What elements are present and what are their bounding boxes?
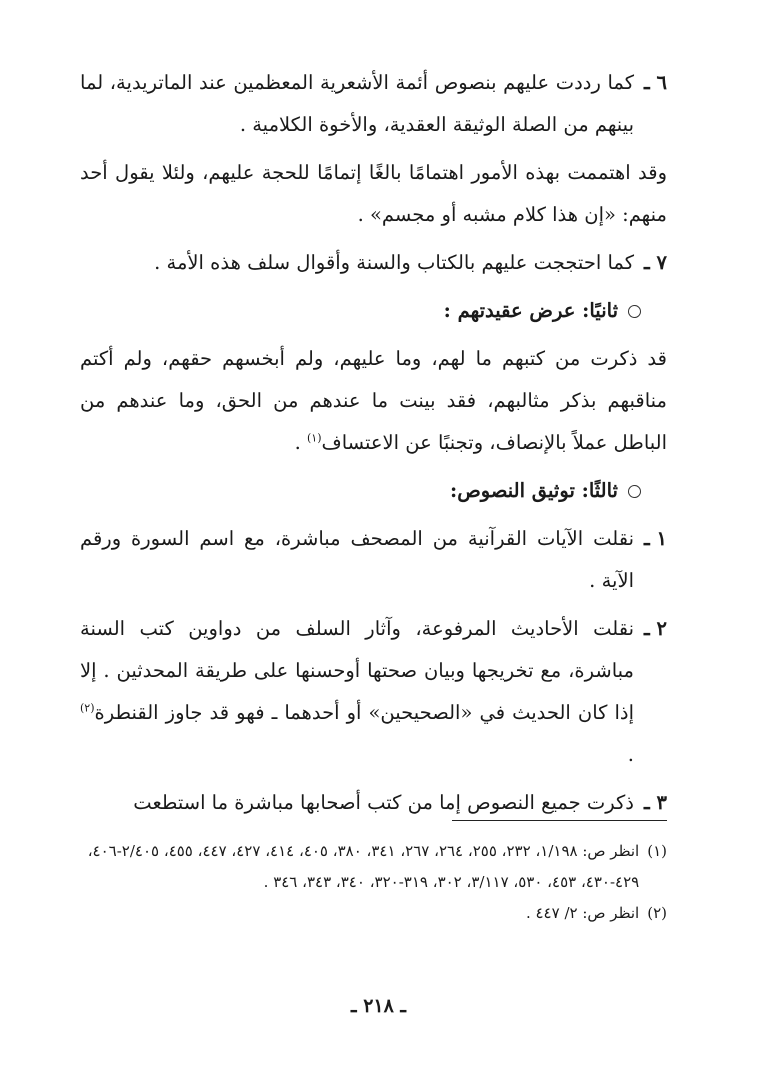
interest-paragraph: وقد اهتممت بهذه الأمور اهتمامًا بالغًا إتمامًا للحجة عليهم، ولئلا يقول أحد منهم: «إن هذا كلام مشبه أو مجسم» .	[80, 161, 667, 226]
item-number: ١ ـ	[644, 527, 667, 550]
section-heading-3	[80, 470, 667, 512]
footnotes	[80, 836, 667, 929]
footnote-1	[80, 836, 667, 898]
footnote-text: انظر ص: ١/١٩٨، ٢٣٢، ٢٥٥، ٢٦٤، ٢٦٧، ٣٤١، ٣٨٠، ٤٠٥، ٤١٤، ٤٢٧، ٤٤٧، ٤٥٥، ٢/٤٠٥-٤٠٦، ٤٢٩-٤٣٠، ٤٥٣، ٥٣٠، ٣/١١٧، ٣٠٢، ٣١٩-٣٢٠، ٣٤٠، ٣٤٣، ٣٤٦ .	[87, 842, 640, 891]
footnote-2	[80, 898, 667, 929]
footnote-text: انظر ص: ٢/ ٤٤٧ .	[525, 904, 640, 922]
point-number: ٧ ـ	[644, 251, 667, 274]
footnote-ref-1: (١)	[306, 431, 322, 445]
footnote-ref-2: (٢)	[80, 701, 95, 715]
main-text	[80, 62, 667, 830]
item-number: ٢ ـ	[644, 617, 667, 640]
paragraph-text: قد ذكرت من كتبهم ما لهم، وما عليهم، ولم أبخسهم حقهم، ولم أكتم مناقبهم بذكر مثالبهم، فقد بينت ما عندهم من الحق، وما عندهم من الباطل عملاً بالإنصاف، وتجنبًا عن الاعتساف	[80, 347, 667, 454]
point-7	[80, 242, 667, 284]
footnote-divider	[452, 820, 667, 821]
item-number: ٣ ـ	[644, 791, 667, 814]
circle-bullet-icon	[628, 305, 641, 318]
page-number: ـ ٢١٨ ـ	[351, 995, 406, 1017]
circle-bullet-icon	[628, 485, 641, 498]
heading-text: ثانيًا: عرض عقيدتهم :	[443, 299, 618, 322]
point-text: كما احتججت عليهم بالكتاب والسنة وأقوال سلف هذه الأمة .	[154, 251, 634, 274]
item-text: ذكرت جميع النصوص إما من كتب أصحابها مباشرة ما استطعت	[133, 791, 634, 814]
item-text-wrap	[80, 608, 634, 776]
item-1	[80, 518, 667, 602]
section-2-paragraph	[80, 338, 667, 464]
item-3	[80, 782, 667, 824]
footnote-number: (١)	[647, 842, 667, 860]
footnote-number: (٢)	[647, 904, 667, 922]
point-number: ٦ ـ	[644, 71, 667, 94]
item-text: نقلت الأحاديث المرفوعة، وآثار السلف من دواوين كتب السنة مباشرة، مع تخريجها وبيان صحتها أوحسنها على طريقة المحدثين . إلا إذا كان الحديث في «الصحيحين» أو أحدهما ـ فهو قد جاوز القنطرة	[80, 617, 634, 724]
heading-text: ثالثًا: توثيق النصوص:	[450, 479, 618, 502]
item-end: .	[627, 743, 634, 766]
item-text: نقلت الآيات القرآنية من المصحف مباشرة، مع اسم السورة ورقم الآية .	[80, 527, 634, 592]
paragraph-end: .	[294, 431, 307, 454]
section-heading-2	[80, 290, 667, 332]
point-6	[80, 62, 667, 146]
item-2	[80, 608, 667, 776]
point-text: كما رددت عليهم بنصوص أئمة الأشعرية المعظمين عند الماتريدية، لما بينهم من الصلة الوثيقة العقدية، والأخوة الكلامية .	[80, 71, 634, 136]
